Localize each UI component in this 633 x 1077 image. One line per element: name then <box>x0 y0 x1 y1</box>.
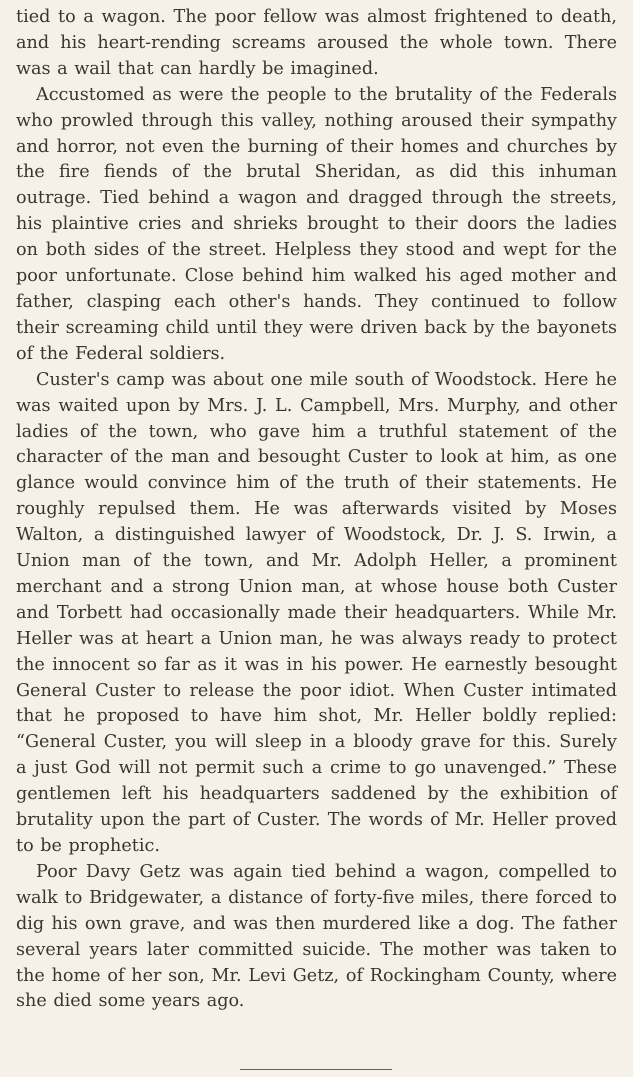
section-end-rule <box>240 1069 392 1070</box>
paragraph-2: Accustomed as were the people to the brutality of the Federals who prowled through this valley, nothing aroused their sympathy and horror, not even the burning of their homes and churches by the fire fiends of the brutal Sheridan, as did this inhuman outrage. Tied behind a wagon and dragged through the streets, his plaintive cries and shrieks brought to their doors the ladies on both sides of the street. Helpless they stood and wept for the poor unfortunate. Close behind him walked his aged mother and father, clasping each other's hands. They continued to follow their screaming child until they were driven back by the bayonets of the Federal soldiers. <box>16 84 617 364</box>
paragraph-1: tied to a wagon. The poor fellow was almost frightened to death, and his heart-rending screams aroused the whole town. There was a wail that can hardly be imagined. <box>16 7 617 79</box>
paragraph-4: Poor Davy Getz was again tied behind a wagon, compelled to walk to Bridgewater, a distance of forty-five miles, there forced to dig his own grave, and was then murdered like a dog. The father several years later committed suicide. The mother was taken to the home of her son, Mr. Levi Getz, of Rockingham County, where she died some years ago. <box>16 861 617 1012</box>
paragraph-3: Custer's camp was about one mile south of Woodstock. Here he was waited upon by Mrs. J. L. Campbell, Mrs. Murphy, and other ladies of the town, who gave him a truthful statement of the character of the man and besought Custer to look at him, as one glance would convince him of the truth of their statements. He roughly repulsed them. He was afterwards visited by Moses Walton, a distinguished lawyer of Woodstock, Dr. J. S. Irwin, a Union man of the town, and Mr. Adolph Heller, a prominent merchant and a strong Union man, at whose house both Custer and Torbett had occasionally made their headquarters. While Mr. Heller was at heart a Union man, he was always ready to protect the innocent so far as it was in his power. He earnestly besought General Custer to release the poor idiot. When Custer intimated that he proposed to have him shot, Mr. Heller boldly replied: “General Custer, you will sleep in a bloody grave for this. Surely a just God will not permit such a crime to go unavenged.” These gentlemen left his headquarters saddened by the exhibition of brutality upon the part of Custer. The words of Mr. Heller proved to be prophetic. <box>16 369 617 856</box>
